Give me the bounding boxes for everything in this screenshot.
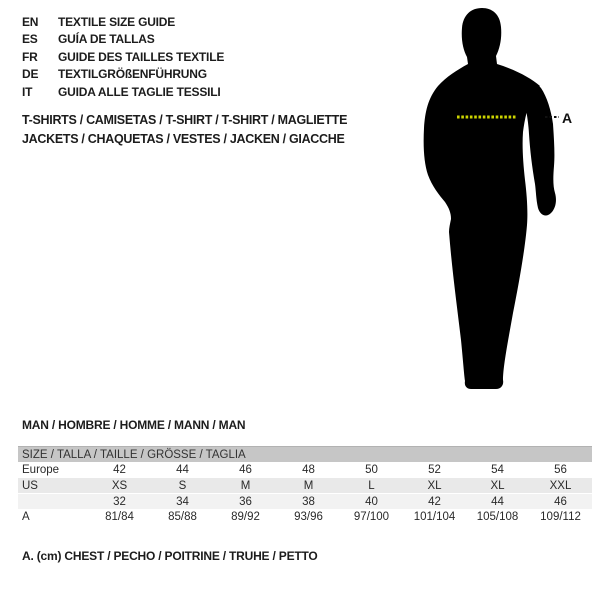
table-row	[18, 509, 592, 525]
size-cell: 56	[529, 462, 592, 478]
size-cell: 109/112	[529, 509, 592, 525]
size-cell: 97/100	[340, 509, 403, 525]
size-cell: 52	[403, 462, 466, 478]
size-cell: XL	[466, 478, 529, 494]
language-label: GUIDA ALLE TAGLIE TESSILI	[58, 84, 221, 99]
size-cell: 44	[151, 462, 214, 478]
row-label: Europe	[18, 462, 88, 478]
language-list	[22, 13, 224, 101]
language-label: TEXTILE SIZE GUIDE	[58, 14, 176, 29]
size-cell: 42	[403, 494, 466, 510]
size-table-header	[18, 447, 592, 463]
size-table-header-label: SIZE / TALLA / TAILLE / GRÖSSE / TAGLIA	[18, 447, 592, 463]
size-cell: 81/84	[88, 509, 151, 525]
size-cell: 101/104	[403, 509, 466, 525]
language-label: TEXTILGRÖßENFÜHRUNG	[58, 67, 207, 82]
category-lines	[22, 111, 347, 149]
man-body-shape	[424, 8, 540, 389]
table-row	[18, 494, 592, 510]
size-cell: 42	[88, 462, 151, 478]
size-cell: 40	[340, 494, 403, 510]
size-cell: S	[151, 478, 214, 494]
measurement-footnote: A. (cm) CHEST / PECHO / POITRINE / TRUHE / PETTO	[22, 549, 318, 563]
size-table	[18, 446, 592, 525]
language-label: GUÍA DE TALLAS	[58, 32, 155, 47]
language-code: ES	[22, 32, 38, 47]
size-cell: XS	[88, 478, 151, 494]
language-item	[22, 31, 224, 49]
size-cell: 32	[88, 494, 151, 510]
language-code: EN	[22, 14, 39, 29]
size-cell: 93/96	[277, 509, 340, 525]
man-section-title: MAN / HOMBRE / HOMME / MANN / MAN	[22, 418, 246, 432]
row-label: A	[18, 509, 88, 525]
size-cell: 36	[214, 494, 277, 510]
category-line-jackets: JACKETS / CHAQUETAS / VESTES / JACKEN / GIACCHE	[22, 132, 345, 146]
language-code: IT	[22, 84, 33, 99]
row-label	[18, 494, 88, 510]
size-cell: 105/108	[466, 509, 529, 525]
language-code: DE	[22, 67, 39, 82]
size-cell: 89/92	[214, 509, 277, 525]
table-row	[18, 462, 592, 478]
row-label: US	[18, 478, 88, 494]
measure-a-label: A	[562, 110, 573, 126]
language-label: GUIDE DES TAILLES TEXTILE	[58, 49, 225, 64]
size-cell: 46	[529, 494, 592, 510]
size-cell: 34	[151, 494, 214, 510]
size-cell: 54	[466, 462, 529, 478]
language-code: FR	[22, 49, 38, 64]
size-cell: 50	[340, 462, 403, 478]
language-item	[22, 83, 224, 101]
man-silhouette	[405, 0, 600, 395]
language-item	[22, 66, 224, 84]
size-cell: 85/88	[151, 509, 214, 525]
table-row	[18, 478, 592, 494]
size-cell: 46	[214, 462, 277, 478]
size-cell: M	[214, 478, 277, 494]
language-item	[22, 48, 224, 66]
category-line-tshirts: T-SHIRTS / CAMISETAS / T-SHIRT / T-SHIRT / MAGLIETTE	[22, 113, 348, 127]
size-cell: L	[340, 478, 403, 494]
size-cell: XXL	[529, 478, 592, 494]
language-item	[22, 13, 224, 31]
size-cell: 44	[466, 494, 529, 510]
size-cell: M	[277, 478, 340, 494]
size-cell: XL	[403, 478, 466, 494]
size-figure	[405, 0, 600, 395]
size-cell: 48	[277, 462, 340, 478]
size-cell: 38	[277, 494, 340, 510]
